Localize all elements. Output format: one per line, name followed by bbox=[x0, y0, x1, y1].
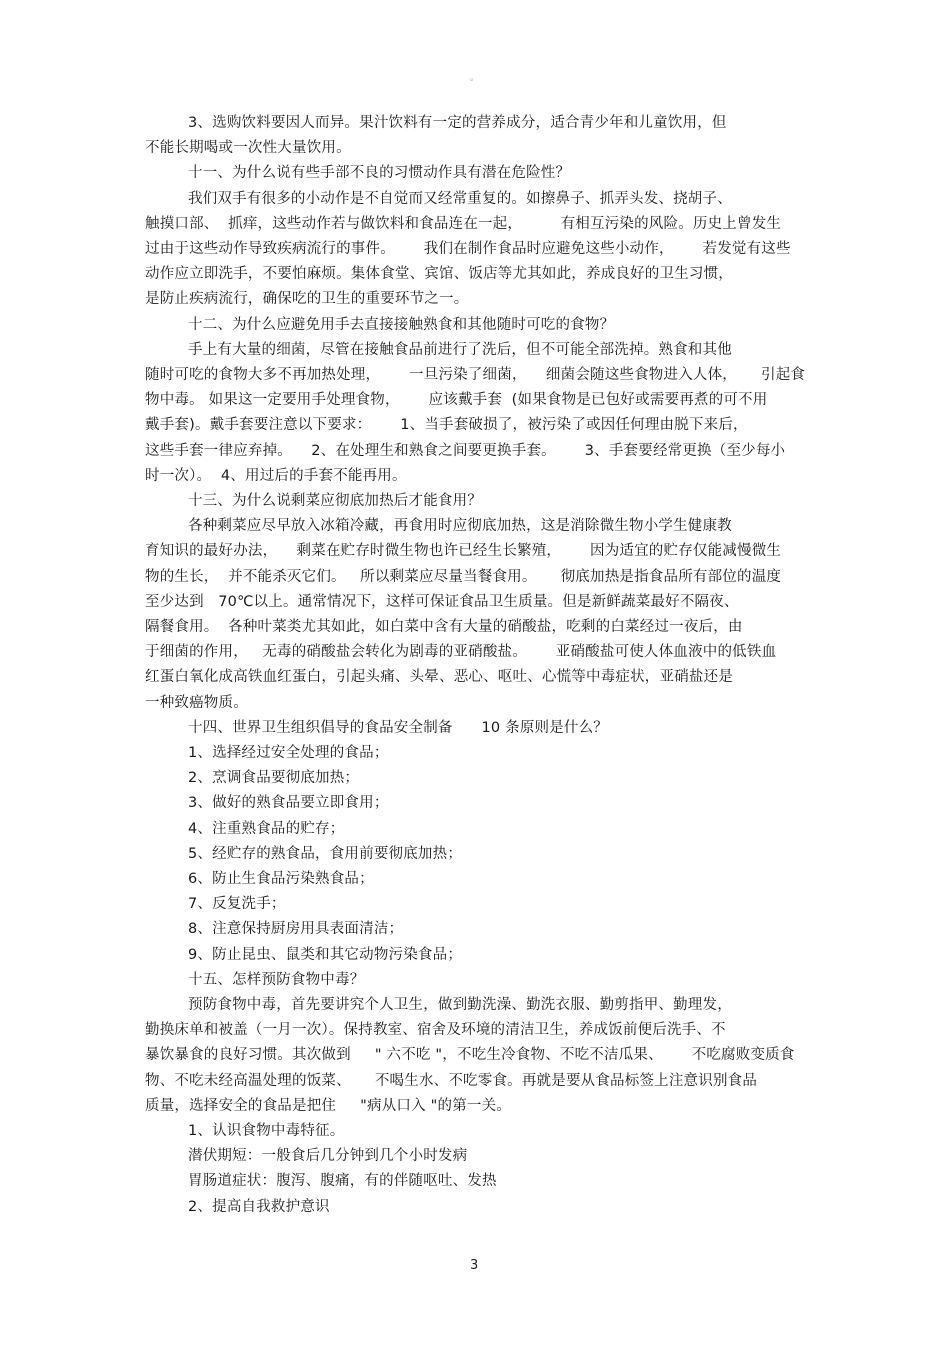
paragraph-line-indented: 2、提高自我救护意识 bbox=[188, 1199, 330, 1215]
paragraph-line-indented: 3、做好的熟食品要立即食用； bbox=[188, 795, 389, 811]
paragraph-line: 过由于这些动作导致疾病流行的事件。 我们在制作食品时应避免这些小动作， 若发觉有这些 bbox=[145, 241, 791, 257]
paragraph-line-indented: 5、经贮存的熟食品，食用前要彻底加热； bbox=[188, 846, 463, 862]
paragraph-line-indented: 4、注重熟食品的贮存； bbox=[188, 821, 345, 837]
paragraph-line-indented: 十五、怎样预防食物中毒？ bbox=[188, 972, 365, 988]
paragraph-line: 时一次）。 4、用过后的手套不能再用。 bbox=[145, 468, 407, 484]
paragraph-line: 物的生长， 并不能杀灭它们。 所以剩菜应尽量当餐食用。 彻底加热是指食品所有部位的温度 bbox=[145, 569, 782, 585]
paragraph-line-indented: 我们双手有很多的小动作是不自觉而又经常重复的。如擦鼻子、抓弄头发、挠胡子、 bbox=[188, 191, 732, 207]
header-mark: 。 bbox=[470, 73, 480, 83]
paragraph-line: 物中毒。 如果这一定要用手处理食物， 应该戴手套 (如果食物是已包好或需要再煮的可不用 bbox=[145, 392, 768, 408]
paragraph-line: 戴手套)。戴手套要注意以下要求： 1、当手套破损了，被污染了或因任何理由脱下来后， bbox=[145, 417, 748, 433]
paragraph-line-indented: 手上有大量的细菌，尽管在接触食品前进行了洗后，但不可能全部洗掉。熟食和其他 bbox=[188, 342, 732, 358]
paragraph-line: 是防止疾病流行，确保吃的卫生的重要环节之一。 bbox=[145, 291, 469, 307]
paragraph-line: 红蛋白氧化成高铁血红蛋白，引起头痛、头晕、恶心、呕吐、心慌等中毒症状，亚硝盐还是 bbox=[145, 669, 733, 685]
paragraph-line: 动作应立即洗手，不要怕麻烦。集体食堂、宾馆、饭店等尤其如此，养成良好的卫生习惯， bbox=[145, 266, 733, 282]
paragraph-line-indented: 胃肠道症状：腹泻、腹痛，有的伴随呕吐、发热 bbox=[188, 1173, 497, 1189]
paragraph-line-indented: 7、反复洗手； bbox=[188, 896, 286, 912]
paragraph-line-indented: 十一、为什么说有些手部不良的习惯动作具有潜在危险性？ bbox=[188, 165, 571, 181]
paragraph-line: 随时可吃的食物大多不再加热处理， 一旦污染了细菌， 细菌会随这些食物进入人体， 引起食 bbox=[145, 367, 806, 383]
paragraph-line: 这些手套一律应弃掉。 2、在处理生和熟食之间要更换手套。 3、手套要经常更换（至少每小 bbox=[145, 443, 786, 459]
paragraph-line-indented: 3、选购饮料要因人而异。果汁饮料有一定的营养成分，适合青少年和儿童饮用，但 bbox=[188, 115, 727, 131]
paragraph-line: 育知识的最好办法， 剩菜在贮存时微生物也许已经生长繁殖， 因为适宜的贮存仅能减慢微生 bbox=[145, 543, 782, 559]
paragraph-line: 不能长期喝或一次性大量饮用。 bbox=[145, 140, 351, 156]
paragraph-line-indented: 8、注意保持厨房用具表面清洁； bbox=[188, 921, 404, 937]
paragraph-line-indented: 预防食物中毒，首先要讲究个人卫生，做到勤洗澡、勤洗衣服、勤剪指甲、勤理发， bbox=[188, 997, 732, 1013]
paragraph-line-indented: 十二、为什么应避免用手去直接接触熟食和其他随时可吃的食物？ bbox=[188, 317, 615, 333]
paragraph-line-indented: 6、防止生食品污染熟食品； bbox=[188, 871, 374, 887]
paragraph-line: 勤换床单和被盖（一月一次）。保持教室、宿舍及环境的清洁卫生，养成饭前便后洗手、不 bbox=[145, 1022, 726, 1038]
paragraph-line: 触摸口部、 抓痒，这些动作若与做饮料和食品连在一起， 有相互污染的风险。历史上曾发生 bbox=[145, 216, 782, 232]
paragraph-line-indented: 潜伏期短：一般食后几分钟到几个小时发病 bbox=[188, 1148, 468, 1164]
paragraph-line: 暴饮暴食的良好习惯。其次做到 " 六不吃 "，不吃生冷食物、不吃不洁瓜果、 不吃腐败变质食 bbox=[145, 1047, 795, 1063]
paragraph-line-indented: 十三、为什么说剩菜应彻底加热后才能食用？ bbox=[188, 493, 482, 509]
paragraph-line: 至少达到 70℃以上。通常情况下，这样可保证食品卫生质量。但是新鲜蔬菜最好不隔夜、 bbox=[145, 594, 739, 610]
paragraph-line-indented: 1、认识食物中毒特征。 bbox=[188, 1123, 345, 1139]
paragraph-line: 于细菌的作用， 无毒的硝酸盐会转化为剧毒的亚硝酸盐。 亚硝酸盐可使人体血液中的低铁血 bbox=[145, 644, 777, 660]
paragraph-line: 物、不吃未经高温处理的饭菜、 不喝生水、不吃零食。再就是要从食品标签上注意识别食品 bbox=[145, 1073, 758, 1089]
paragraph-line-indented: 9、防止昆虫、鼠类和其它动物污染食品； bbox=[188, 947, 463, 963]
paragraph-line: 一种致癌物质。 bbox=[145, 695, 248, 711]
paragraph-line: 隔餐食用。 各种叶菜类尤其如此，如白菜中含有大量的硝酸盐，吃剩的白菜经过一夜后，由 bbox=[145, 619, 743, 635]
page-number: 3 bbox=[470, 1258, 479, 1273]
paragraph-line-indented: 十四、世界卫生组织倡导的食品安全制备 10 条原则是什么？ bbox=[188, 720, 609, 736]
paragraph-line-indented: 2、烹调食品要彻底加热； bbox=[188, 770, 360, 786]
paragraph-line: 质量，选择安全的食品是把住 "病从口入 "的第一关。 bbox=[145, 1098, 511, 1114]
paragraph-line-indented: 各种剩菜应尽早放入冰箱冷藏，再食用时应彻底加热，这是消除微生物小学生健康教 bbox=[188, 518, 732, 534]
paragraph-line-indented: 1、选择经过安全处理的食品； bbox=[188, 745, 389, 761]
